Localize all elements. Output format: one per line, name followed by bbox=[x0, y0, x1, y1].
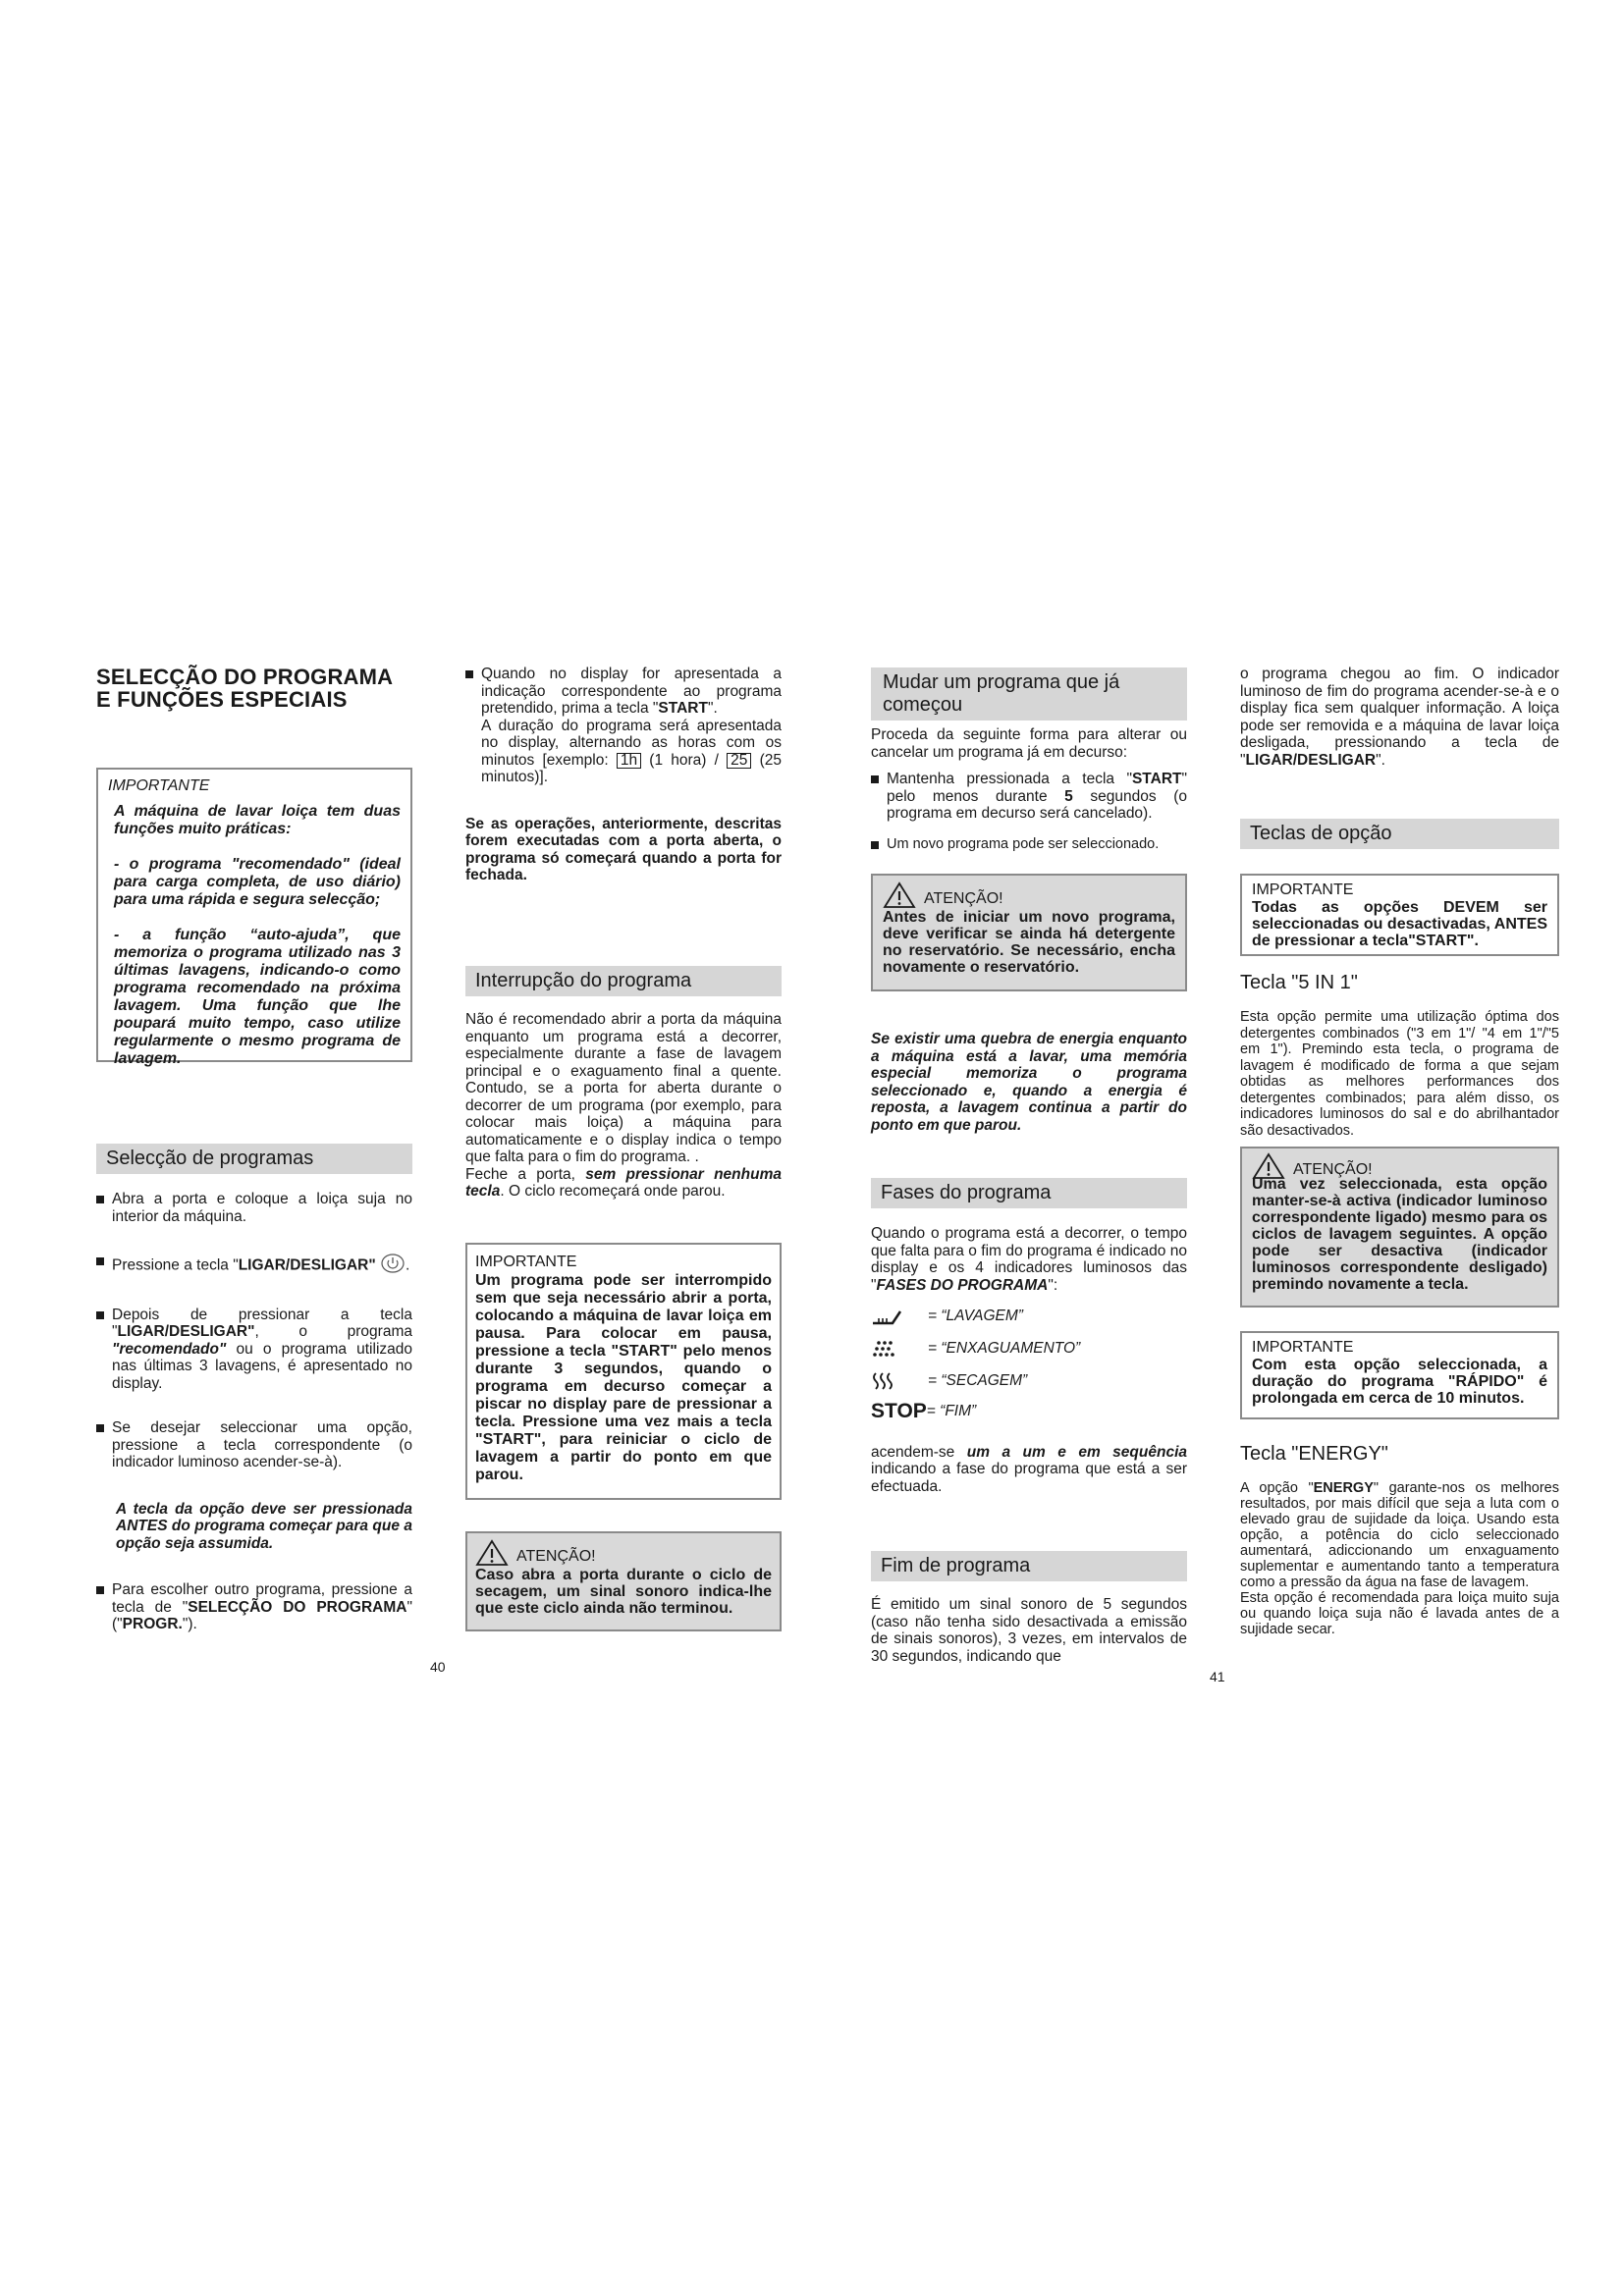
list-item: Um novo programa pode ser seleccionado. bbox=[871, 836, 1187, 854]
phase-lavagem: = “LAVAGEM” bbox=[871, 1306, 1187, 1327]
fim-continuation-text: o programa chegou ao fim. O indicador luminoso de fim do programa acender-se-à e o display fica sem qualquer informação. A loiça pode ser removida e a máquina de lavar loiça desligada, pressionando a tecla de "LIGAR/DESLIGAR". bbox=[1240, 666, 1559, 769]
list-item: Depois de pressionar a tecla "LIGAR/DESLIGAR", o programa "recomendado" ou o programa utilizado nas últimas 3 lavagens, é apresentado no display. bbox=[96, 1307, 412, 1393]
interrupcao-text-2: Feche a porta, sem pressionar nenhuma tecla. O ciclo recomeçará onde parou. bbox=[465, 1165, 782, 1200]
fases-body bbox=[871, 1225, 1187, 1495]
importante-text: Um programa pode ser interrompido sem que seja necessário abrir a porta, colocando a máquina de lavar loiça em pausa. Para colocar em pausa, pressione a tecla "START" pelo menos durante 3 segundos, quando o programa em decurso começar a piscar no display pare de pressionar a tecla. Pressione uma vez mais a tecla "START", para reiniciar o ciclo de lavagem a partir do ponto em que parou. bbox=[475, 1272, 772, 1483]
acendem-text: acendem-se um a um e em sequência indicando a fase do programa que está a ser efectuada. bbox=[871, 1443, 1187, 1495]
section-heading-teclas: Teclas de opção bbox=[1240, 819, 1559, 849]
power-icon bbox=[380, 1253, 406, 1279]
list-item: Mantenha pressionada a tecla "START" pelo menos durante 5 segundos (o programa em decurso será cancelado). bbox=[871, 771, 1187, 823]
importante-box-title: IMPORTANTE bbox=[1252, 1339, 1354, 1356]
phase-fim: STOP = “FIM” bbox=[871, 1400, 977, 1422]
atencao-box bbox=[465, 1531, 782, 1631]
list-item: Abra a porta e coloque a loiça suja no interior da máquina. bbox=[96, 1191, 412, 1225]
phase-secagem: = “SECAGEM” bbox=[871, 1370, 1187, 1392]
stop-label: STOP bbox=[871, 1400, 927, 1422]
mudar-text: Proceda da seguinte forma para alterar ou cancelar um programa já em decurso: bbox=[871, 726, 1187, 761]
importante-box-4 bbox=[1240, 1331, 1559, 1419]
heading-tecla-energy: Tecla "ENERGY" bbox=[1240, 1443, 1388, 1465]
column-1-body bbox=[96, 1191, 412, 1633]
rinse-phase-icon bbox=[871, 1338, 928, 1360]
importante-box-title: IMPORTANTE bbox=[108, 777, 210, 794]
importante-box-title: IMPORTANTE bbox=[475, 1254, 577, 1270]
energia-body bbox=[871, 1031, 1187, 1134]
section-heading-fases: Fases do programa bbox=[871, 1178, 1187, 1208]
energy-text-2: Esta opção é recomendada para loiça muito suja ou quando loiça suja não é lavada antes de a sujidade secar. bbox=[1240, 1590, 1559, 1637]
atencao-title: ATENÇÃO! bbox=[1293, 1161, 1373, 1178]
column-4-top bbox=[1240, 666, 1559, 769]
importante-text: Com esta opção seleccionada, a duração do programa "RÁPIDO" é prolongada em cerca de 10 minutos. bbox=[1252, 1357, 1547, 1407]
interrupcao-body bbox=[465, 1011, 782, 1201]
importante-text: - o programa "recomendado" (ideal para carga completa, de uso diário) para uma rápida e segura selecção; bbox=[114, 856, 401, 908]
fim-text: É emitido um sinal sonoro de 5 segundos (caso não tenha sido desactivada a emissão de sinais sonoros), 3 vezes, em intervalos de 30 segundos, indicando que bbox=[871, 1596, 1187, 1665]
page-number: 40 bbox=[430, 1659, 446, 1675]
phases-list bbox=[871, 1306, 1187, 1420]
atencao-text: Caso abra a porta durante o ciclo de secagem, um sinal sonoro indica-lhe que este ciclo ainda não terminou. bbox=[475, 1567, 772, 1617]
section-heading-interrupcao: Interrupção do programa bbox=[465, 966, 782, 996]
page-title: SELECÇÃO DO PROGRAMA E FUNÇÕES ESPECIAIS bbox=[96, 665, 394, 712]
atencao-text: Uma vez seleccionada, esta opção manter-se-à activa (indicador luminoso correspondente ligado) mesmo para os ciclos de lavagem seguintes. A opção pode ser desactiva (indicador luminosos correspondente desligado) premindo novamente a tecla. bbox=[1252, 1176, 1547, 1293]
list-item: Quando no display for apresentada a indicação correspondente ao programa pretendido, prima a tecla "START". bbox=[465, 666, 782, 718]
mudar-body bbox=[871, 726, 1187, 853]
importante-text: A máquina de lavar loiça tem duas funções muito práticas: bbox=[114, 803, 401, 837]
energia-text: Se existir uma quebra de energia enquanto a máquina está a lavar, uma memória especial memoriza o programa seleccionado e, quando a energia é reposta, a lavagem continua a partir do ponto em que parou. bbox=[871, 1031, 1187, 1134]
list-item: Para escolher outro programa, pressione a tecla de "SELECÇÃO DO PROGRAMA" ("PROGR."). bbox=[96, 1581, 412, 1633]
fim-body bbox=[871, 1596, 1187, 1665]
interrupcao-text: Não é recomendado abrir a porta da máquina enquanto um programa está a decorrer, especialmente durante a fase de lavagem principal e o exaguamento final a quente. Contudo, se a porta for aberta durante o decorrer de um programa (por exemplo, para colocar mais loiça) a máquina para automaticamente e o display indica o tempo que falta para o fim do programa. . bbox=[465, 1011, 782, 1165]
page-number: 41 bbox=[1210, 1669, 1225, 1684]
tecla5-text: Esta opção permite uma utilização óptima dos detergentes combinados ("3 em 1"/ "4 em 1"/"5 em 1"). Premindo esta tecla, o programa de lavagem é modificado de forma a que sejam obtidas as melhores performances dos detergentes combinados; para além disso, os indicadores luminosos do sal e do abrilhantador são desactivados. bbox=[1240, 1009, 1559, 1139]
note-text: A tecla da opção deve ser pressionada ANTES do programa começar para que a opção seja assumida. bbox=[116, 1500, 412, 1552]
wash-phase-icon bbox=[871, 1306, 928, 1327]
section-heading-fim: Fim de programa bbox=[871, 1551, 1187, 1581]
section-heading-seleccao: Selecção de programas bbox=[96, 1144, 412, 1174]
dry-phase-icon bbox=[871, 1370, 928, 1392]
column-2-body bbox=[465, 666, 782, 884]
atencao-title: ATENÇÃO! bbox=[516, 1548, 596, 1565]
list-item: Se desejar seleccionar uma opção, pressione a tecla correspondente (o indicador luminoso acender-se-à). bbox=[96, 1419, 412, 1471]
importante-box-2 bbox=[465, 1243, 782, 1500]
list-item: Pressione a tecla "LIGAR/DESLIGAR" . bbox=[96, 1253, 412, 1279]
importante-box bbox=[96, 768, 412, 1067]
warning-icon bbox=[883, 881, 916, 909]
importante-box-title: IMPORTANTE bbox=[1252, 881, 1354, 898]
phase-enxaguamento: = “ENXAGUAMENTO” bbox=[871, 1338, 1187, 1360]
atencao-box-2 bbox=[871, 874, 1187, 991]
atencao-title: ATENÇÃO! bbox=[924, 890, 1003, 907]
energy-body bbox=[1240, 1480, 1559, 1637]
importante-text: Todas as opções DEVEM ser seleccionadas ou desactivadas, ANTES de pressionar a tecla"START". bbox=[1252, 899, 1547, 949]
bold-paragraph: Se as operações, anteriormente, descritas forem executadas com a porta aberta, o programa só começará quando a porta for fechada. bbox=[465, 815, 782, 883]
importante-text: - a função “auto-ajuda”, que memoriza o programa utilizado nas 3 últimas lavagens, indicando-o como programa recomendado na próxima lavagem. Uma função que lhe poupará muito tempo, caso utilize regularmente o mesmo programa de lavagem. bbox=[114, 927, 401, 1067]
atencao-text: Antes de iniciar um novo programa, deve verificar se ainda há detergente no reservatório. Se necessário, encha novamente o reservatório. bbox=[883, 909, 1175, 976]
tecla5-body bbox=[1240, 1009, 1559, 1139]
energy-text: A opção "ENERGY" garante-nos os melhores resultados, por mais difícil que seja a luta com o elevado grau de sujidade da loiça. Usando esta opção, a potência do ciclo seleccionado aumentará, adiccionando um enxaguamento suplementar e aumentando tanto a temperatura como a pressão da água na fase de lavagem. bbox=[1240, 1480, 1559, 1590]
importante-box-3 bbox=[1240, 874, 1559, 956]
heading-tecla-5in1: Tecla "5 IN 1" bbox=[1240, 972, 1358, 993]
display-key-25: 25 bbox=[727, 753, 751, 769]
display-key-1h: 1h bbox=[617, 753, 641, 769]
fases-text: Quando o programa está a decorrer, o tempo que falta para o fim do programa é indicado no display e os 4 indicadores luminosos das "FASES DO PROGRAMA": bbox=[871, 1225, 1187, 1294]
warning-icon bbox=[475, 1539, 509, 1567]
duration-text: A duração do programa será apresentada no display, alternando as horas com os minutos [exemplo: 1h (1 hora) / 25 (25 minutos)]. bbox=[481, 717, 782, 785]
atencao-box-3 bbox=[1240, 1147, 1559, 1308]
section-heading-mudar: Mudar um programa que já começou bbox=[871, 667, 1187, 721]
